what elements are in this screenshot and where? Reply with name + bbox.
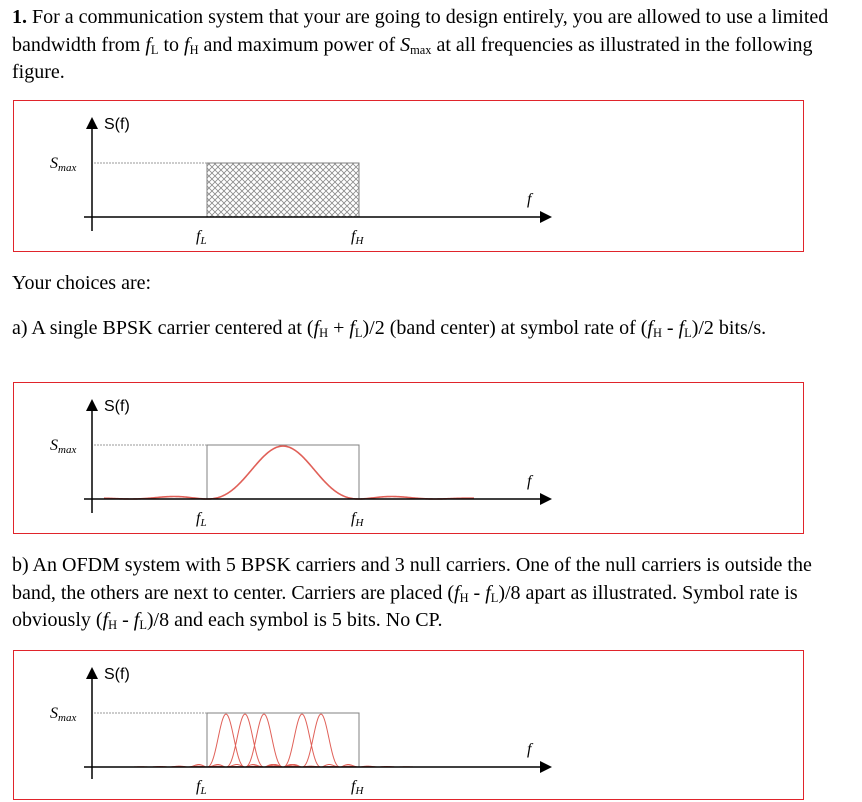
ofdm-subcarrier-1 <box>131 714 321 767</box>
y-axis-label: S(f) <box>104 666 130 683</box>
fl-label: fL <box>196 510 207 529</box>
option-b-text: b) An OFDM system with 5 BPSK carriers and 3 null carriers. One of the null carriers is outside the band, the others are next to center. Carriers are placed $(f_H - f_L)/8$ apart as illustrated. Symbol rate is obviously $(f_H - f_L)/8$ and each symbol is 5 bits. No CP. <box>12 554 812 633</box>
x-axis-label: f <box>527 473 532 490</box>
fh-label: fH <box>351 778 364 797</box>
problem-number: 1. <box>12 6 27 28</box>
fh-symbol: f <box>184 33 190 56</box>
ofdm-plot <box>14 651 805 801</box>
y-axis-label: S(f) <box>104 116 130 133</box>
choices-heading: Your choices are: <box>12 272 152 294</box>
y-axis-label: S(f) <box>104 398 130 415</box>
ofdm-subcarrier-2 <box>150 714 340 767</box>
problem-statement: 1. For a communication system that your are going to design entirely, you are allowed to use a limited bandwidth from $f_L$ to $f_H$ and maximum power of $S_{max}$ at all frequencies as illustrated in the following figure. <box>12 6 829 83</box>
option-a-text: a) A single BPSK carrier centered at $(f_H + f_L)/2$ (band center) at symbol rate of $(f_H - f_L)/2$ bits/s. <box>12 317 767 341</box>
ofdm-subcarrier-curves <box>131 714 416 767</box>
x-axis-label: f <box>527 191 532 208</box>
fl-label: fL <box>196 228 207 247</box>
band-limit-plot <box>14 101 805 253</box>
fh-label: fH <box>351 228 364 247</box>
fh-label: fH <box>351 510 364 529</box>
figure-band-limit <box>13 100 804 252</box>
smax-label: Smax <box>50 705 77 724</box>
fl-label: fL <box>196 778 207 797</box>
ofdm-subcarrier-5 <box>226 714 416 767</box>
smax-label: Smax <box>50 155 77 174</box>
smax-symbol: S <box>400 33 411 56</box>
fl-symbol: f <box>145 33 151 56</box>
bpsk-plot <box>14 383 805 535</box>
figure-ofdm-spectrum <box>13 650 804 800</box>
ofdm-subcarrier-4 <box>207 714 397 767</box>
band-region <box>207 163 359 217</box>
x-axis-label: f <box>527 741 532 758</box>
smax-label: Smax <box>50 437 77 456</box>
problem-text: For a communication system that your are going to design entirely, you are allowed to use a limited bandwidth from <box>12 6 829 56</box>
ofdm-subcarrier-3 <box>169 714 359 767</box>
figure-bpsk-spectrum <box>13 382 804 534</box>
bpsk-spectrum-curve <box>104 446 474 499</box>
